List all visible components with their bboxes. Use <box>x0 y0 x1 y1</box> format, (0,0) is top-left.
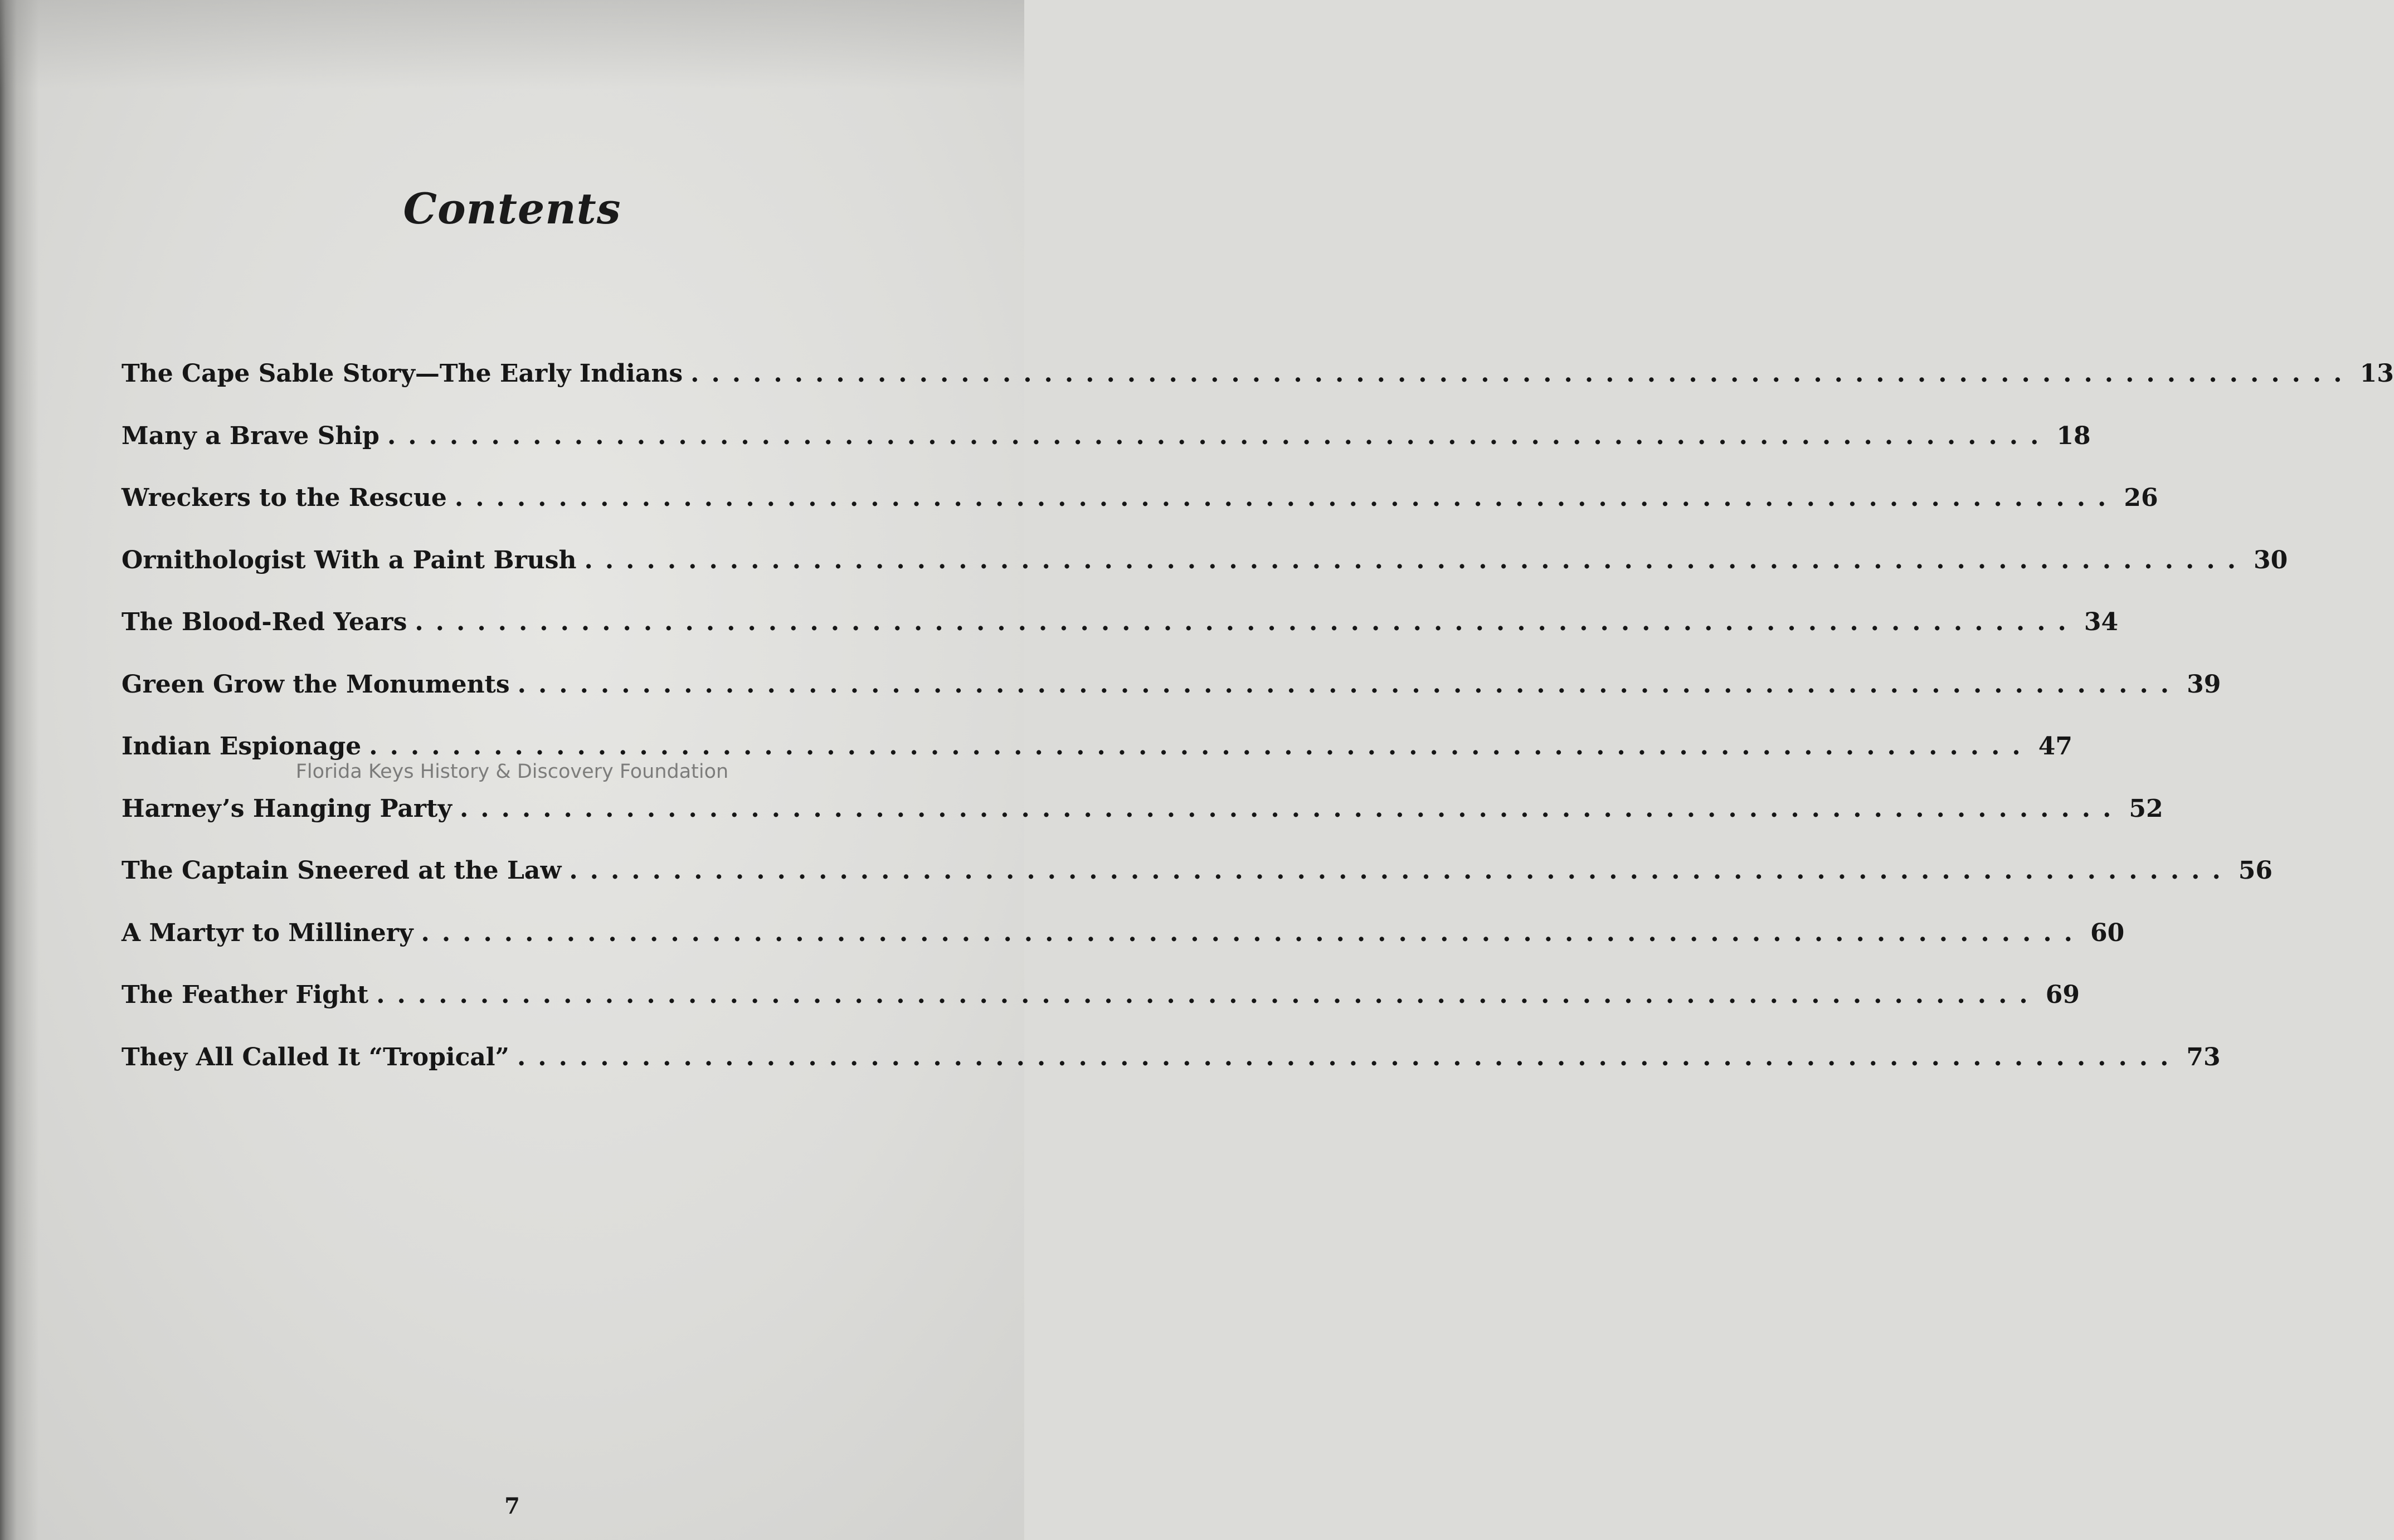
toc-entry-title: The Captain Sneered at the Law <box>121 856 562 885</box>
toc-entry-page: 26 <box>2124 484 2158 512</box>
toc-entry <box>121 421 2091 484</box>
toc-entry-title: The Blood-Red Years <box>121 608 407 636</box>
toc-entry-title: Wreckers to the Rescue <box>121 484 447 512</box>
toc-entry <box>121 981 2080 1043</box>
page-number: 7 <box>504 1493 520 1519</box>
toc-entry-title: The Feather Fight <box>121 981 369 1009</box>
toc-entry-page: 13 <box>2359 359 2394 388</box>
toc-entry <box>121 359 2394 422</box>
toc-entry-title: A Martyr to Millinery <box>121 918 413 947</box>
toc-entry-title: Harney’s Hanging Party <box>121 794 452 823</box>
toc-entry-page: 69 <box>2045 981 2080 1009</box>
toc-entry <box>121 484 2158 546</box>
toc-entry-title: Indian Espionage <box>121 732 362 761</box>
toc-entry-page: 34 <box>2084 608 2119 636</box>
toc-entry <box>121 918 2125 981</box>
dot-leader: ................................................................................ <box>459 794 2124 823</box>
toc-entry-title: The Cape Sable Story—The Early Indians <box>121 359 683 388</box>
toc-entry-title: Many a Brave Ship <box>121 421 379 450</box>
dot-leader: ................................................................................ <box>517 670 2182 699</box>
top-shadow <box>0 0 1024 89</box>
table-of-contents <box>121 359 2394 1105</box>
toc-entry-page: 47 <box>2038 732 2072 761</box>
dot-leader: ................................................................................ <box>387 421 2051 450</box>
toc-entry <box>121 545 2288 608</box>
toc-entry <box>121 608 2119 670</box>
dot-leader: ................................................................................ <box>369 732 2033 761</box>
toc-entry <box>121 1042 2221 1105</box>
toc-entry <box>121 856 2273 919</box>
watermark-text: Florida Keys History & Discovery Foundation <box>295 761 729 783</box>
toc-entry-page: 18 <box>2056 421 2091 450</box>
toc-entry-page: 30 <box>2254 545 2288 574</box>
toc-entry-title: Green Grow the Monuments <box>121 670 510 699</box>
dot-leader: ................................................................................ <box>421 918 2085 947</box>
toc-entry <box>121 794 2163 857</box>
dot-leader: ................................................................................ <box>517 1042 2181 1071</box>
toc-entry-page: 52 <box>2129 794 2163 823</box>
dot-leader: ................................................................................ <box>454 484 2119 512</box>
contents-heading: Contents <box>403 184 621 233</box>
dot-leader: ................................................................................ <box>584 545 2249 574</box>
dot-leader: ................................................................................ <box>569 856 2233 885</box>
dot-leader: ................................................................................ <box>415 608 2079 636</box>
toc-entry-page: 39 <box>2187 670 2221 699</box>
toc-entry-page: 60 <box>2090 918 2125 947</box>
toc-entry-page: 73 <box>2186 1042 2221 1071</box>
dot-leader: ................................................................................ <box>376 981 2040 1009</box>
toc-entry-title: Ornithologist With a Paint Brush <box>121 545 577 574</box>
dot-leader: ................................................................................ <box>690 359 2354 388</box>
toc-entry <box>121 670 2221 733</box>
toc-entry-page: 56 <box>2238 856 2273 885</box>
toc-entry-title: They All Called It “Tropical” <box>121 1042 509 1071</box>
